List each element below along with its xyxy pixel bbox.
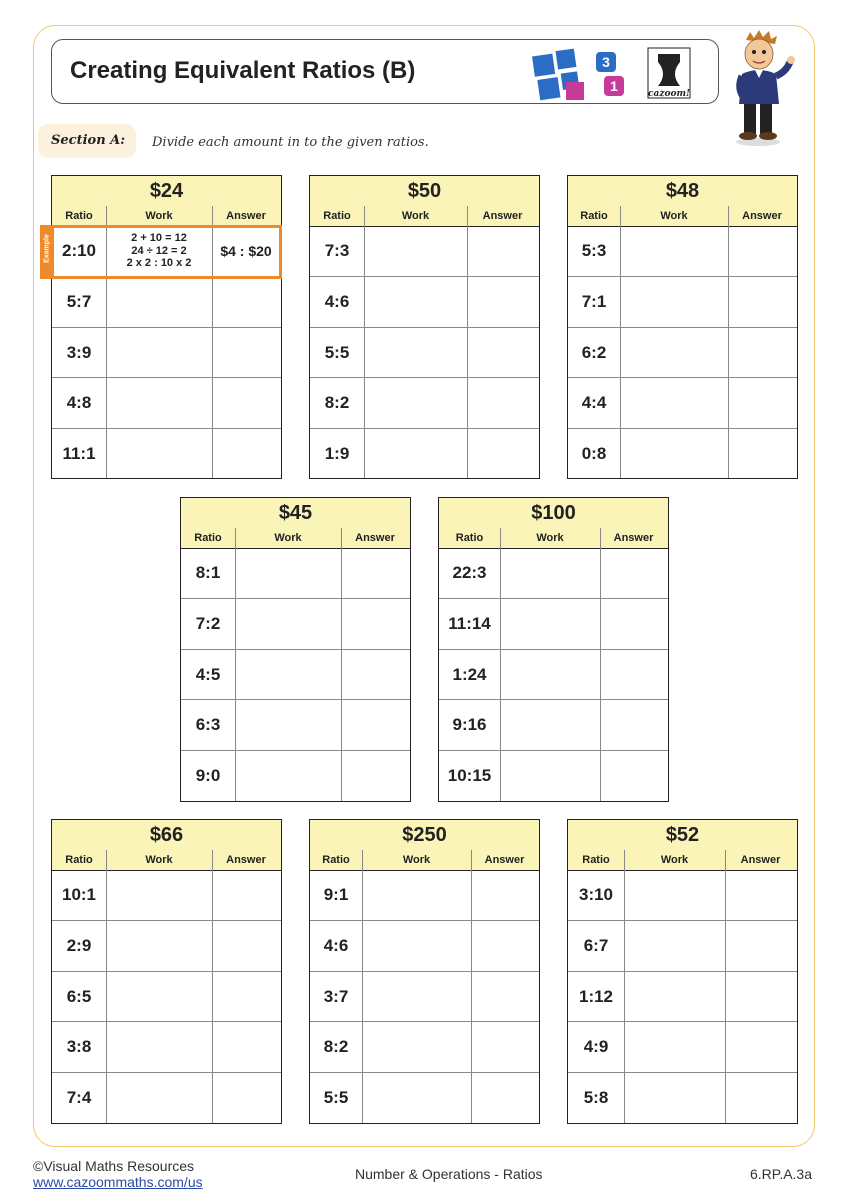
table-row[interactable]	[568, 1072, 797, 1122]
work-column-header: Work	[145, 210, 173, 222]
work-column-header: Work	[402, 854, 431, 866]
answer-column-header: Answer	[355, 532, 395, 544]
table-row[interactable]	[52, 1072, 281, 1122]
ratio-value: 3:9	[66, 342, 92, 362]
section-label	[38, 124, 136, 158]
table-row[interactable]	[52, 327, 281, 377]
table-row[interactable]	[568, 327, 797, 377]
ratio-value: 7:2	[195, 614, 221, 634]
table-header-row	[310, 206, 539, 227]
table-row[interactable]	[181, 750, 410, 800]
ratio-column-header: Ratio	[580, 210, 608, 222]
table-row[interactable]	[568, 226, 797, 276]
table-row[interactable]	[310, 377, 539, 427]
ratio-value: 6:5	[66, 986, 92, 1006]
footer-link-wrapper	[33, 1174, 203, 1190]
ratio-column-header: Ratio	[322, 854, 350, 866]
table-row[interactable]	[310, 226, 539, 276]
ratio-table-5	[438, 497, 669, 802]
ratio-table-2	[309, 175, 540, 479]
ratio-column-header: Ratio	[194, 532, 222, 544]
ratio-table-3	[567, 175, 798, 479]
table-row[interactable]	[568, 920, 797, 970]
example-highlight	[40, 225, 282, 279]
ratio-table-1	[51, 175, 282, 479]
example-tag	[40, 225, 54, 279]
ratio-value: 8:2	[324, 393, 350, 413]
answer-column-header: Answer	[226, 210, 266, 222]
ratio-table-8	[567, 819, 798, 1124]
table-header-row	[181, 528, 410, 549]
footer-standard: 6.RP.A.3a	[750, 1166, 813, 1182]
table-row[interactable]	[310, 276, 539, 326]
table-amount: $66	[52, 820, 281, 851]
table-amount: $52	[568, 820, 797, 851]
example-work-line-3: 2 x 2 : 10 x 2	[126, 257, 192, 269]
table-row[interactable]	[52, 971, 281, 1021]
ratio-value: 8:1	[195, 563, 221, 582]
work-column-header: Work	[536, 532, 564, 544]
logo-tile-1: 1	[610, 78, 618, 94]
answer-column-header: Answer	[226, 854, 266, 866]
table-amount: $48	[568, 176, 797, 207]
table-row[interactable]	[310, 1072, 539, 1122]
table-row[interactable]	[439, 699, 668, 749]
ratio-value: 0:8	[581, 443, 607, 463]
ratio-value: 7:1	[581, 292, 607, 312]
ratio-value: 9:1	[323, 885, 349, 904]
table-row[interactable]	[52, 1021, 281, 1071]
ratio-value: 7:3	[324, 241, 350, 260]
table-row[interactable]	[568, 377, 797, 427]
section-instruction: Divide each amount in to the given ratios.	[152, 135, 429, 150]
example-work-line-2: 24 ÷ 12 = 2	[131, 244, 187, 257]
example-tag-text: Example	[43, 234, 51, 263]
table-amount: $100	[439, 498, 668, 529]
ratio-value: 6:3	[195, 715, 221, 735]
ratio-value: 5:5	[324, 342, 350, 362]
ratio-value: 10:15	[447, 765, 492, 785]
table-row[interactable]	[568, 870, 797, 920]
example-answer: $4 : $20	[220, 243, 272, 259]
ratio-value: 9:0	[195, 765, 221, 785]
table-row[interactable]	[568, 276, 797, 326]
table-row[interactable]	[181, 598, 410, 648]
ratio-value: 6:7	[583, 936, 609, 956]
ratio-value: 6:2	[581, 342, 607, 362]
ratio-value: 1:12	[578, 986, 614, 1006]
ratio-value: 4:8	[66, 393, 92, 413]
ratio-value: 3:7	[323, 986, 349, 1006]
table-row[interactable]	[439, 548, 668, 598]
table-header-row	[52, 206, 281, 227]
example-work-line-1: 2 + 10 = 12	[131, 232, 187, 244]
work-column-header: Work	[660, 854, 689, 866]
page-title: Creating Equivalent Ratios (B)	[70, 57, 416, 84]
ratio-value: 11:1	[62, 443, 96, 463]
ratio-value: 4:6	[323, 936, 349, 956]
table-row[interactable]	[52, 428, 281, 478]
ratio-value: 3:8	[66, 1037, 92, 1057]
work-column-header: Work	[274, 532, 302, 544]
table-header-row	[310, 850, 539, 871]
table-row[interactable]	[310, 920, 539, 970]
ratio-value: 5:3	[581, 241, 607, 260]
ratio-value: 7:4	[66, 1087, 92, 1107]
table-amount: $24	[52, 176, 281, 207]
table-row[interactable]	[439, 649, 668, 699]
mascot-character-image	[728, 30, 800, 148]
ratio-value: 3:10	[578, 885, 614, 904]
table-header-row	[568, 206, 797, 227]
table-row[interactable]	[310, 428, 539, 478]
answer-column-header: Answer	[613, 532, 654, 544]
ratio-column-header: Ratio	[65, 210, 93, 222]
table-row[interactable]	[181, 548, 410, 598]
ratio-table-4	[180, 497, 411, 802]
footer-website-link[interactable]: www.cazoommaths.com/us	[33, 1174, 203, 1190]
ratio-value: 4:4	[581, 393, 607, 413]
table-amount: $45	[181, 498, 410, 529]
table-row[interactable]	[568, 428, 797, 478]
ratio-value: 5:8	[583, 1087, 609, 1107]
work-column-header: Work	[660, 210, 688, 222]
ratio-column-header: Ratio	[65, 854, 93, 866]
ratio-value: 8:2	[323, 1037, 349, 1057]
section-label-text: Section A:	[51, 133, 126, 148]
ratio-value: 1:9	[324, 443, 350, 463]
ratio-value: 1:24	[452, 664, 487, 684]
table-row[interactable]	[52, 276, 281, 326]
table-row[interactable]	[52, 870, 281, 920]
table-row[interactable]	[310, 870, 539, 920]
ratio-table-6	[51, 819, 282, 1124]
answer-column-header: Answer	[740, 854, 781, 866]
ratio-value: 5:7	[66, 292, 92, 312]
ratio-value: 4:6	[324, 292, 350, 312]
logo-tile-3: 3	[602, 54, 610, 70]
footer-topic: Number & Operations - Ratios	[355, 1166, 543, 1182]
ratio-value: 2:10	[61, 241, 97, 260]
table-header-row	[439, 528, 668, 549]
table-row[interactable]	[439, 598, 668, 648]
ratio-table-7	[309, 819, 540, 1124]
ratio-column-header: Ratio	[582, 854, 610, 866]
table-row[interactable]	[439, 750, 668, 800]
answer-column-header: Answer	[482, 210, 523, 222]
table-row[interactable]	[181, 699, 410, 749]
ratio-value: 22:3	[452, 563, 487, 582]
ratio-value: 2:9	[66, 936, 92, 956]
table-header-row	[52, 850, 281, 871]
logo-brand-text: cazoom!	[648, 89, 690, 99]
title-banner	[51, 39, 719, 104]
ratio-value: 5:5	[323, 1087, 349, 1107]
table-row[interactable]	[52, 920, 281, 970]
table-row[interactable]	[181, 649, 410, 699]
table-amount: $50	[310, 176, 539, 207]
cazoom-logo	[530, 44, 700, 102]
ratio-column-header: Ratio	[455, 532, 484, 544]
table-row[interactable]	[310, 327, 539, 377]
table-amount: $250	[310, 820, 539, 851]
table-row[interactable]	[568, 1021, 797, 1071]
table-header-row	[568, 850, 797, 871]
table-row[interactable]	[568, 971, 797, 1021]
ratio-column-header: Ratio	[323, 210, 351, 222]
table-row[interactable]	[310, 971, 539, 1021]
ratio-value: 10:1	[61, 885, 97, 904]
work-column-header: Work	[145, 854, 173, 866]
ratio-value: 9:16	[452, 715, 487, 735]
ratio-value: 4:9	[583, 1037, 609, 1057]
ratio-value: 4:5	[195, 664, 221, 684]
work-column-header: Work	[401, 210, 430, 222]
footer-copyright: ©Visual Maths Resources	[33, 1158, 195, 1174]
table-row[interactable]	[310, 1021, 539, 1071]
answer-column-header: Answer	[742, 210, 782, 222]
answer-column-header: Answer	[484, 854, 525, 866]
ratio-value: 11:14	[448, 614, 491, 634]
table-row[interactable]	[52, 377, 281, 427]
